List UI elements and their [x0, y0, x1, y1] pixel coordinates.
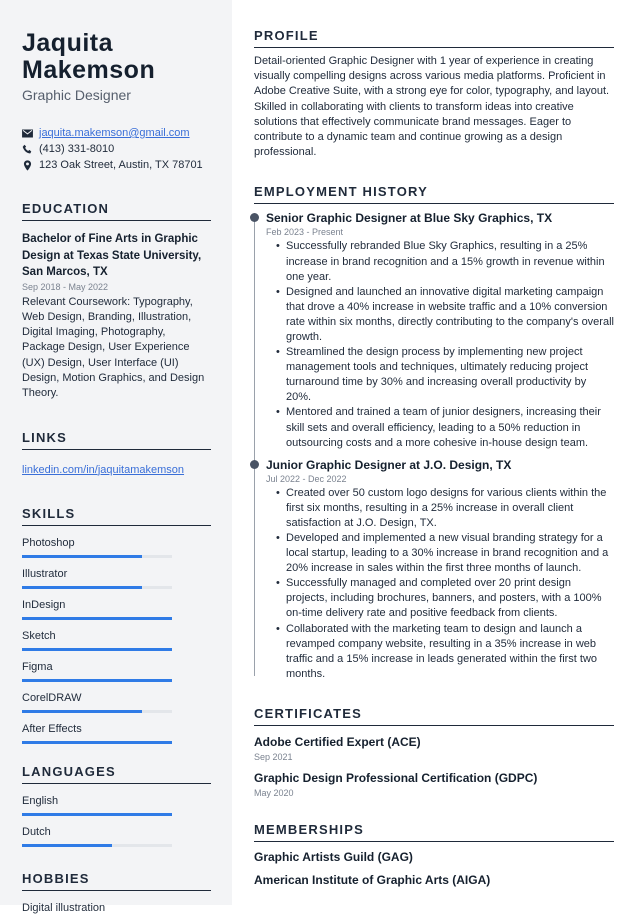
job-bullet	[266, 622, 614, 682]
certificate-name: Graphic Design Professional Certification (GDPC)	[254, 770, 538, 785]
candidate-last-name: Makemson	[22, 56, 156, 84]
skill-label: Sketch	[22, 629, 56, 642]
skill-label: Photoshop	[22, 536, 75, 549]
job-bullet	[266, 405, 614, 450]
level-bar	[22, 648, 172, 651]
level-bar-fill	[22, 710, 142, 713]
level-bar-fill	[22, 679, 172, 682]
main-content	[254, 0, 614, 905]
level-bar-fill	[22, 555, 142, 558]
contact-address-row	[22, 157, 210, 173]
level-bar	[22, 586, 172, 589]
languages-list	[22, 794, 211, 847]
membership-item: American Institute of Graphic Arts (AIGA)	[254, 872, 491, 887]
skill-label: CorelDRAW	[22, 691, 82, 704]
job-bullet	[266, 345, 614, 405]
job-bullet	[266, 531, 614, 576]
envelope-icon	[22, 128, 39, 139]
job-bullet-text: Collaborated with the marketing team to design and launch a revamped company website, resulting in a 35% increase in web traffic and a 15% increase in leads generated within the first two months.	[286, 622, 598, 680]
membership-item: Graphic Artists Guild (GAG)	[254, 849, 413, 864]
timeline-line	[254, 216, 255, 676]
education-coursework: Relevant Coursework: Typography, Web Design, Branding, Illustration, Digital Imaging, Photography, Package Design, User Experience (UX) Design, User Interface (UI) Design, Motion Graphics, and Design Theory.	[22, 295, 205, 400]
language-label: Dutch	[22, 825, 51, 838]
level-bar	[22, 555, 172, 558]
map-pin-icon	[22, 160, 39, 171]
level-bar	[22, 844, 172, 847]
level-bar	[22, 679, 172, 682]
job-bullet-text: Successfully managed and completed over 20 print design projects, including brochures, banners, and posters, with a 100% on-time delivery rate and positive feedback from clients.	[286, 577, 602, 620]
sidebar	[0, 0, 232, 914]
employment-section	[254, 184, 614, 682]
job-bullets	[266, 239, 614, 450]
job-title: Senior Graphic Designer at Blue Sky Graphics, TX	[266, 211, 553, 226]
level-bar	[22, 710, 172, 713]
skills-section	[22, 506, 211, 744]
skill-item	[22, 629, 211, 651]
contact-email-row	[22, 125, 210, 141]
skill-label: Illustrator	[22, 567, 68, 580]
job-bullet	[266, 285, 614, 345]
skill-item	[22, 536, 211, 558]
job-date: Feb 2023 - Present	[266, 227, 344, 238]
job-title: Junior Graphic Designer at J.O. Design, TX	[266, 457, 512, 472]
bullet-icon: •	[276, 622, 280, 635]
bullet-icon: •	[276, 532, 280, 545]
level-bar-fill	[22, 844, 112, 847]
skill-item	[22, 598, 211, 620]
skill-label: Figma	[22, 660, 53, 673]
certificate-item	[254, 770, 614, 798]
timeline-dot-icon	[250, 460, 259, 469]
hobby-item: Digital illustration	[22, 901, 106, 914]
job-bullet-text: Successfully rebranded Blue Sky Graphics, resulting in a 25% increase in brand recognition and a 15% growth in revenue within one year.	[286, 240, 605, 283]
contact-details	[22, 125, 210, 173]
phone-text: (413) 331-8010	[39, 143, 115, 155]
education-heading: EDUCATION	[22, 201, 211, 221]
certificates-section	[254, 706, 614, 798]
certificate-item	[254, 734, 614, 762]
bullet-icon: •	[276, 285, 280, 298]
job-entry	[266, 210, 614, 450]
linkedin-link[interactable]: linkedin.com/in/jaquitamakemson	[22, 463, 185, 476]
certificate-date: May 2020	[254, 787, 294, 798]
level-bar-fill	[22, 741, 172, 744]
hobbies-section	[22, 871, 211, 915]
bullet-icon: •	[276, 577, 280, 590]
address-text: 123 Oak Street, Austin, TX 78701	[39, 159, 203, 171]
skill-item	[22, 691, 211, 713]
skills-heading: SKILLS	[22, 506, 211, 526]
skill-item	[22, 567, 211, 589]
job-bullets	[266, 486, 614, 682]
email-link[interactable]: jaquita.makemson@gmail.com	[39, 127, 190, 139]
level-bar-fill	[22, 586, 142, 589]
hobbies-heading: HOBBIES	[22, 871, 211, 891]
level-bar-fill	[22, 617, 172, 620]
phone-icon	[22, 144, 39, 155]
job-bullet-text: Designed and launched an innovative digital marketing campaign that drove a 40% increase in website traffic and a 10% conversion rate within six months, directly contributing to the company's overall growth.	[286, 285, 614, 343]
certificate-date: Sep 2021	[254, 751, 293, 762]
job-entry	[266, 457, 614, 682]
contact-phone-row	[22, 141, 210, 157]
employment-heading: EMPLOYMENT HISTORY	[254, 184, 614, 204]
skill-item	[22, 660, 211, 682]
skill-item	[22, 722, 211, 744]
language-item	[22, 794, 211, 816]
job-bullet-text: Created over 50 custom logo designs for various clients within the first six months, resulting in a 25% increase in overall client satisfaction at J.O. Design, TX.	[286, 486, 607, 529]
education-section	[22, 201, 211, 402]
job-bullet	[266, 486, 614, 531]
certificates-heading: CERTIFICATES	[254, 706, 614, 726]
language-item	[22, 825, 211, 847]
memberships-heading: MEMBERSHIPS	[254, 822, 614, 842]
language-label: English	[22, 794, 59, 807]
level-bar	[22, 813, 172, 816]
job-date: Jul 2022 - Dec 2022	[266, 473, 347, 484]
job-bullet	[266, 576, 614, 621]
links-section	[22, 430, 211, 478]
job-bullet-text: Mentored and trained a team of junior designers, increasing their skill sets and overall efficiency, leading to a 50% reduction in outsourcing costs and a more cohesive in-house design team.	[286, 406, 601, 449]
level-bar	[22, 741, 172, 744]
profile-heading: PROFILE	[254, 28, 614, 48]
education-degree: Bachelor of Fine Arts in Graphic Design at Texas State University, San Marcos, TX	[22, 233, 202, 278]
skills-list	[22, 536, 211, 744]
languages-heading: LANGUAGES	[22, 764, 211, 784]
memberships-section	[254, 822, 614, 892]
profile-section	[254, 28, 614, 160]
bullet-icon: •	[276, 346, 280, 359]
bullet-icon: •	[276, 486, 280, 499]
links-heading: LINKS	[22, 430, 211, 450]
certificate-name: Adobe Certified Expert (ACE)	[254, 734, 421, 749]
education-date: Sep 2018 - May 2022	[22, 281, 109, 292]
job-bullet	[266, 239, 614, 284]
skill-label: InDesign	[22, 598, 66, 611]
profile-text: Detail-oriented Graphic Designer with 1 year of experience in creating visually compelling designs across various media platforms. Proficient in Adobe Creative Suite, with a strong eye for color, typography, and layout. Skilled in collaborating with clients to transform ideas into creative solutions that effectively communicate brand messages. Eager to contribute to a dynamic team and continue growing as a design professional.	[254, 55, 610, 159]
job-bullet-text: Developed and implemented a new visual branding strategy for a local startup, leading to a 30% increase in brand recognition and a 20% increase in sales within the first three months of launch.	[286, 532, 609, 575]
job-bullet-text: Streamlined the design process by implementing new project management tools and techniques, ultimately reducing project turnaround time by 30% and increasing overall productivity by 20%.	[286, 346, 589, 404]
employment-timeline	[254, 210, 614, 682]
level-bar-fill	[22, 648, 172, 651]
timeline-dot-icon	[250, 213, 259, 222]
bullet-icon: •	[276, 406, 280, 419]
skill-label: After Effects	[22, 722, 82, 735]
candidate-first-name: Jaquita	[22, 29, 114, 57]
level-bar	[22, 617, 172, 620]
languages-section	[22, 764, 211, 847]
level-bar-fill	[22, 813, 172, 816]
bullet-icon: •	[276, 240, 280, 253]
candidate-job-title: Graphic Designer	[22, 87, 131, 103]
